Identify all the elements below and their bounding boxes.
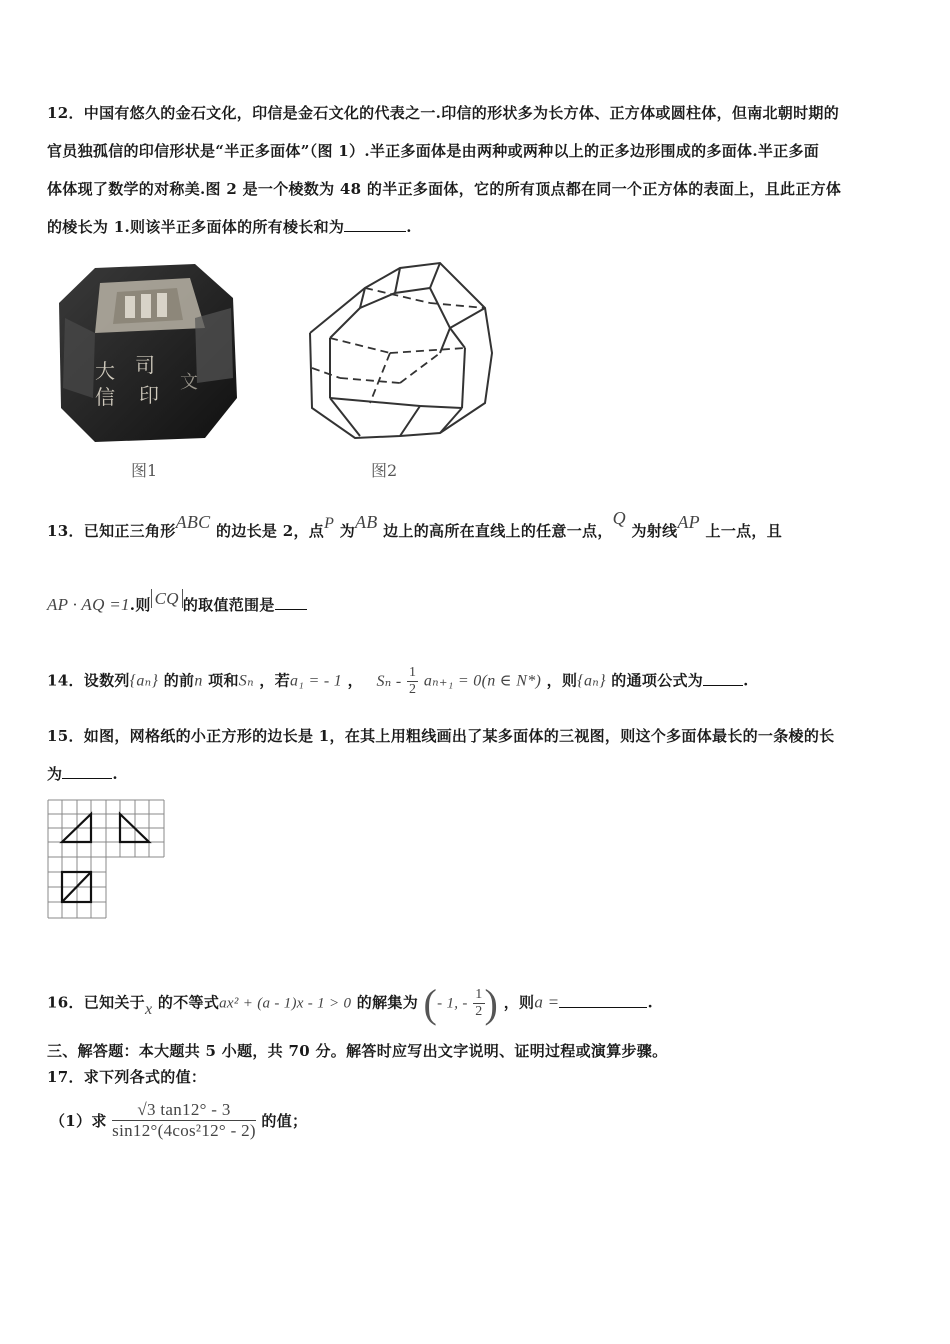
answer-blank <box>344 217 406 232</box>
answer-blank <box>62 764 112 779</box>
q15-line-2: 为 . <box>47 765 118 783</box>
answer-blank <box>703 671 743 686</box>
seal-photo-figure <box>55 258 240 448</box>
q17-part-1: （1）求 $\frac{√3 \tan 12^\circ - 3}{\text{sin12°(4cos²12° - 2)}}$ 的值； <box>50 1100 308 1140</box>
figure-2-caption: 图2 <box>371 461 398 480</box>
svg-text:信: 信 <box>95 385 115 409</box>
q12-line-2: 官员独孤信的印信形状是“半正多面体”（图 1）.半正多面体是由两种或两种以上的正多边形围成的多面体.半正多面 <box>47 142 820 160</box>
q17-fraction: $\frac{√3 \tan 12^\circ - 3}{\text{sin12°(4cos²12° - 2)}}$ <box>112 1100 256 1140</box>
answer-blank <box>559 993 647 1008</box>
svg-text:司: 司 <box>135 353 155 377</box>
q13-line-2: AP · AQ =1.则 CQ 的取值范围是 <box>47 594 307 615</box>
q12-line-4: 的棱长为 1.则该半正多面体的所有棱长和为 . <box>47 218 412 236</box>
q16-line: 16．已知关于x 的不等式ax² + (a - 1)x - 1 > 0 的解集为 (- 1, - $\frac{1}{2}$ ) ，则a = . <box>47 981 653 1026</box>
answer-blank <box>275 595 307 610</box>
q14-line: 14．设数列{aₙ} 的前n 项和Sₙ ，若a₁ = - 1 ， Sₙ - $\frac{1}{2}$ aₙ₊₁ = 0(n ∈ N*) ，则{aₙ} 的通项公式为 . <box>47 665 749 697</box>
section-heading: 三、解答题：本大题共 5 小题，共 70 分。解答时应写出文字说明、证明过程或演算步骤。 <box>47 1042 668 1060</box>
fraction-one-half: $\frac{1}{2}$ <box>409 665 417 697</box>
polyhedron-figure <box>300 258 500 443</box>
figure-1-caption: 图1 <box>131 461 158 480</box>
q15-line-1: 15．如图，网格纸的小正方形的边长是 1，在其上用粗线画出了某多面体的三视图，则这个多面体最长的一条棱的长 <box>47 727 835 745</box>
q17-title: 17．求下列各式的值： <box>47 1068 207 1086</box>
svg-text:大: 大 <box>95 359 115 383</box>
svg-text:印: 印 <box>139 383 159 407</box>
q13-line-1: 13．已知正三角形ABC 的边长是 2，点P 为AB 边上的高所在直线上的任意一点，Q 为射线AP 上一点，且 <box>47 508 783 540</box>
q12-line-1: 12．中国有悠久的金石文化，印信是金石文化的代表之一.印信的形状多为长方体、正方体或圆柱体，但南北朝时期的 <box>47 104 840 122</box>
three-view-grid-figure <box>46 798 168 922</box>
svg-text:文: 文 <box>180 372 198 393</box>
fraction-one-half: $\frac{1}{2}$ <box>475 987 483 1019</box>
q12-line-3: 体体现了数学的对称美.图 2 是一个棱数为 48 的半正多面体，它的所有顶点都在同一个正方体的表面上，且此正方体 <box>47 180 842 198</box>
